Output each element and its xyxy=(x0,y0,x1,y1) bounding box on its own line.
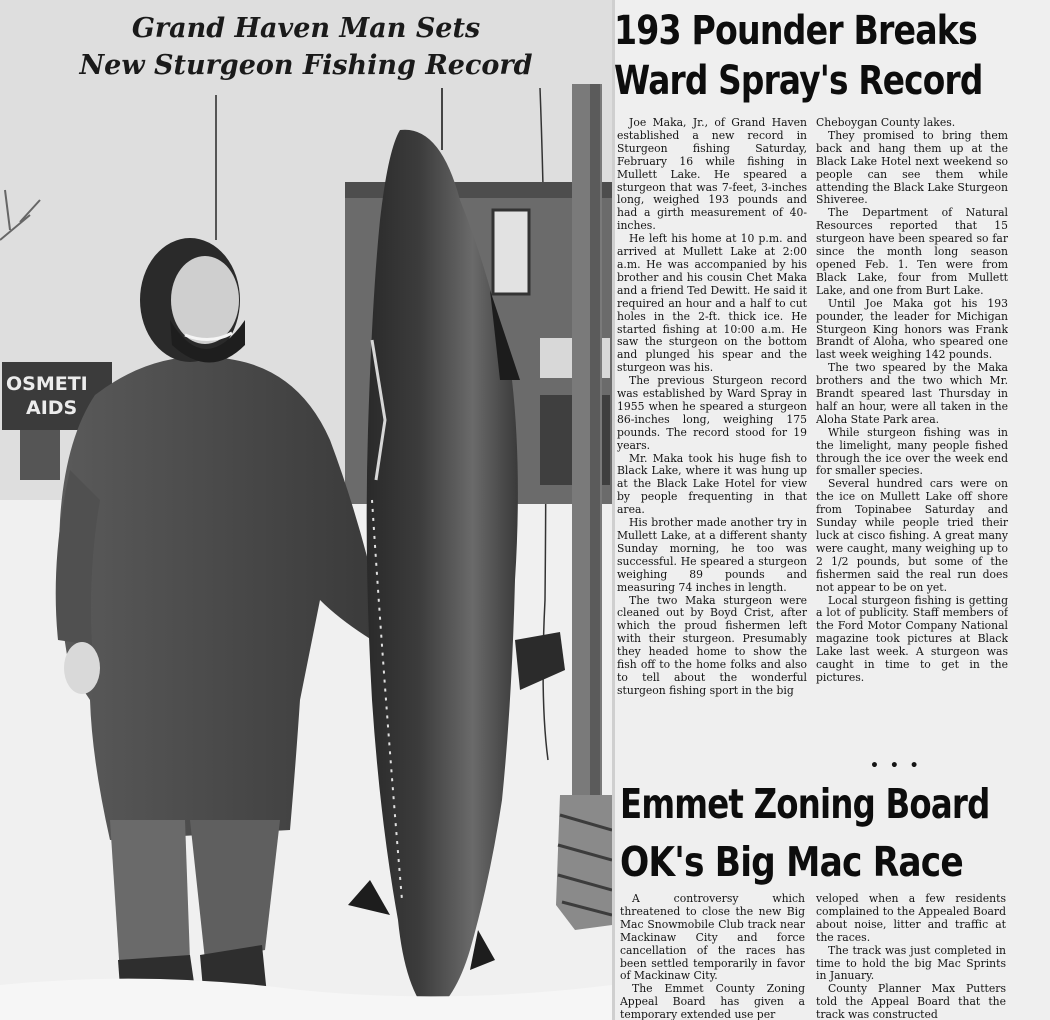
paragraph: County Planner Max Putters told the Appeal Board that the track was constructed xyxy=(816,982,1006,1020)
paragraph: Several hundred cars were on the ice on Mullett Lake off shore from Topinabee Saturday and Sunday while people tried their luck at cisco fishing. A great many were caught, many weighing up to 2 1/2 pounds, but some of the fishermen said the real run does not appear to be on yet. xyxy=(816,477,1008,594)
main-story-column-1 xyxy=(617,117,807,782)
paragraph: Joe Maka, Jr., of Grand Haven established a new record in Sturgeon fishing Saturday, February 16 while fishing in Mullett Lake. He speared a sturgeon that was 7-feet, 3-inches long, weighed 193 pounds and had a girth measurement of 40-inches. xyxy=(617,117,807,233)
paragraph: The Emmet County Zoning Appeal Board has given a temporary extended use per xyxy=(620,982,805,1020)
paragraph: Cheboygan County lakes. xyxy=(816,117,956,129)
paragraph: While sturgeon fishing was in the limelight, many people fished through the ice over the week end for smaller species. xyxy=(816,425,1008,478)
paragraph: The two speared by the Maka brothers and the two which Mr. Brandt speared last Thursday in half an hour, were all taken in the Aloha State Park area. xyxy=(816,361,1008,426)
photo-caption xyxy=(0,10,612,84)
paragraph: Until Joe Maka got his 193 pounder, the leader for Michigan Sturgeon King honors was Frank Brandt of Aloha, who speared one last week weighing 142 pounds. xyxy=(816,296,1008,362)
second-story-column-1 xyxy=(620,893,805,1020)
paragraph: The Department of Natural Resources reported that 15 sturgeon have been speared so far since the month long season opened Feb. 1. Ten were from Black Lake, four from Mullett Lake, and one from Burt Lake. xyxy=(816,206,1008,297)
second-headline-line2: OK's Big Mac Race xyxy=(620,838,963,886)
column-divider xyxy=(612,0,615,1020)
second-story-column-2 xyxy=(816,893,1006,1020)
paragraph: His brother made another try in Mullett Lake, at a different shanty Sunday morning, he too was successful. He speared a sturgeon weighing 89 pounds and measuring 74 inches in length. xyxy=(617,516,807,594)
paragraph: A controversy which threatened to close the new Big Mac Snowmobile Club track near Mackinaw City and force cancellation of the races has been settled temporarily in favor of Mackinaw City. xyxy=(620,893,805,983)
main-headline-line1: 193 Pounder Breaks xyxy=(614,8,977,54)
paragraph: veloped when a few residents complained to the Appealed Board about noise, litter and traffic at the races. xyxy=(816,893,1006,944)
photo-caption-line: Grand Haven Man Sets xyxy=(131,13,481,44)
photo-caption-line: New Sturgeon Fishing Record xyxy=(79,50,533,81)
paragraph: He left his home at 10 p.m. and arrived at Mullett Lake at 2:00 a.m. He was accompanied by his brother and his cousin Chet Maka and a friend Ted Dewitt. He said it required an hour and a half to cut holes in the 2-ft. thick ice. He started fishing at 10:00 a.m. He saw the sturgeon on the bottom and plunged his spear and the sturgeon was his. xyxy=(617,232,807,375)
paragraph: Mr. Maka took his huge fish to Black Lake, where it was hung up at the Black Lake Hotel for view by people frequenting in that area. xyxy=(617,451,807,517)
paragraph: The previous Sturgeon record was established by Ward Spray in 1955 when he speared a sturgeon 86-inches long, weighing 175 pounds. The record stood for 19 years. xyxy=(617,374,807,452)
paragraph: The track was just completed in time to hold the big Mac Sprints in January. xyxy=(816,943,1006,983)
main-headline-line2: Ward Spray's Record xyxy=(614,58,983,104)
story-end-mark: • • • xyxy=(870,758,922,774)
second-headline-line1: Emmet Zoning Board xyxy=(620,780,990,828)
paragraph: The two Maka sturgeon were cleaned out by Boyd Crist, after which the proud fishermen left with their sturgeon. Presumably they headed home to show the fish off to the home folks and also to tell about the wonderful sturgeon fishing sport in the big xyxy=(617,593,807,697)
storefront-sign-text: OSMETI xyxy=(6,373,88,395)
storefront-sign-text: AIDS xyxy=(26,397,78,419)
paragraph: They promised to bring them back and hang them up at the Black Lake Hotel next weekend so people can see them while attending the Black Lake Sturgeon Shiveree. xyxy=(816,128,1008,207)
paragraph: Local sturgeon fishing is getting a lot of publicity. Staff members of the Ford Motor Company National magazine took pictures at Black Lake last week. A sturgeon was caught in time to get in the pictures. xyxy=(816,593,1008,684)
main-story-column-2 xyxy=(816,117,1008,772)
